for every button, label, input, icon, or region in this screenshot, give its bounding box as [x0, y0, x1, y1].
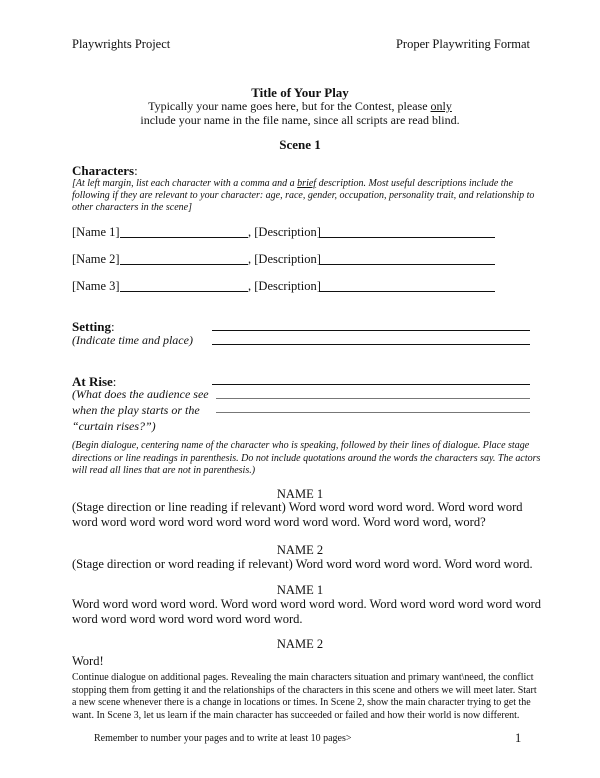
character-row-3 [72, 279, 120, 294]
desc-blank-1[interactable] [320, 237, 495, 238]
character-name: [Name 1] [72, 225, 120, 239]
speaker-name: NAME 1 [276, 583, 324, 597]
name-blank-2[interactable] [120, 264, 248, 265]
name-blank-3[interactable] [120, 291, 248, 292]
character-name: [Name 2] [72, 252, 120, 266]
dialogue-line: (Stage direction or line reading if relevant) Word word word word word. Word word word word word word word word word word word word word. Word word word, word? [72, 500, 523, 529]
dialogue-line: Word word word word word. Word word word word word. Word word word word word word word word word word word word word word. [72, 597, 542, 626]
subtitle-text: Typically your name goes here, but for the Contest, please [148, 99, 431, 113]
character-desc: , [Description] [248, 252, 321, 266]
at-rise-blank-2[interactable] [216, 398, 530, 399]
character-desc: , [Description] [248, 279, 321, 293]
setting-colon: : [111, 319, 115, 334]
desc-blank-3[interactable] [320, 291, 495, 292]
at-rise-colon: : [112, 374, 117, 389]
speaker-name: NAME 1 [276, 487, 324, 501]
dialogue-line: (Stage direction or word reading if relevant) Word word word word word. Word word word. [72, 557, 533, 571]
dialogue-instructions: (Begin dialogue, centering name of the character who is speaking, followed by their lines of dialogue. Place stage directions or line readings in parenthesis. Do not include quotations around the words the characters say. The actors will read all lines that are not in parenthesis.) [72, 440, 541, 476]
header-right: Proper Playwriting Format [395, 37, 530, 51]
at-rise-blank-1[interactable] [212, 384, 530, 385]
name-blank-1[interactable] [120, 237, 248, 238]
characters-note-em: brief [297, 178, 317, 189]
at-rise-blank-3[interactable] [216, 412, 530, 413]
at-rise-hint-1: (What does the audience see [72, 387, 209, 401]
setting-hint: (Indicate time and place) [72, 333, 193, 347]
setting-blank-2[interactable] [212, 344, 530, 345]
desc-blank-2[interactable] [320, 264, 495, 265]
at-rise-hint-2: when the play starts or the [72, 403, 200, 417]
subtitle-emphasis: only [430, 99, 452, 113]
footer-reminder: Remember to number your pages and to write at least 10 pages> [94, 733, 352, 744]
play-title: Title of Your Play [251, 85, 349, 100]
characters-note-post: description. Most useful descriptions include the following if they are relevant to your character: age, race, gender, occupation, personality trait, and relationship to other characters in the scene] [72, 178, 535, 213]
speaker-name: NAME 2 [276, 637, 324, 651]
continue-note: Continue dialogue on additional pages. Revealing the main characters situation and primary want\need, the conflict stopping them from getting it and the relationships of the characters in this scene and others we will meet later. Start a new scene whenever there is a change in locations or times. In Scene 2, show the main character trying to get the want. In Scene 3, let us learn if the main character has succeeded or failed and how their world is now different. [72, 672, 537, 721]
setting-label-text: Setting [72, 319, 111, 334]
characters-colon: : [134, 163, 138, 178]
characters-label-text: Characters [72, 163, 135, 178]
scene-heading: Scene 1 [279, 137, 321, 152]
speaker-name: NAME 2 [276, 543, 324, 557]
at-rise-hint-3: “curtain rises?”) [72, 419, 156, 433]
dialogue-line: Word! [72, 654, 104, 668]
character-desc: , [Description] [248, 225, 321, 239]
setting-blank-1[interactable] [212, 330, 530, 331]
subtitle-line-2: include your name in the file name, since all scripts are read blind. [140, 113, 460, 127]
characters-note [72, 178, 538, 214]
characters-label [72, 163, 138, 179]
characters-note-pre: [At left margin, list each character with a comma and a [72, 178, 298, 189]
page-number: 1 [515, 731, 522, 745]
character-row-2 [72, 252, 120, 267]
at-rise-label-text: At Rise [72, 374, 113, 389]
header-left: Playwrights Project [72, 37, 171, 51]
character-name: [Name 3] [72, 279, 120, 293]
subtitle-line-1 [0, 99, 600, 113]
character-row-1 [72, 225, 120, 240]
